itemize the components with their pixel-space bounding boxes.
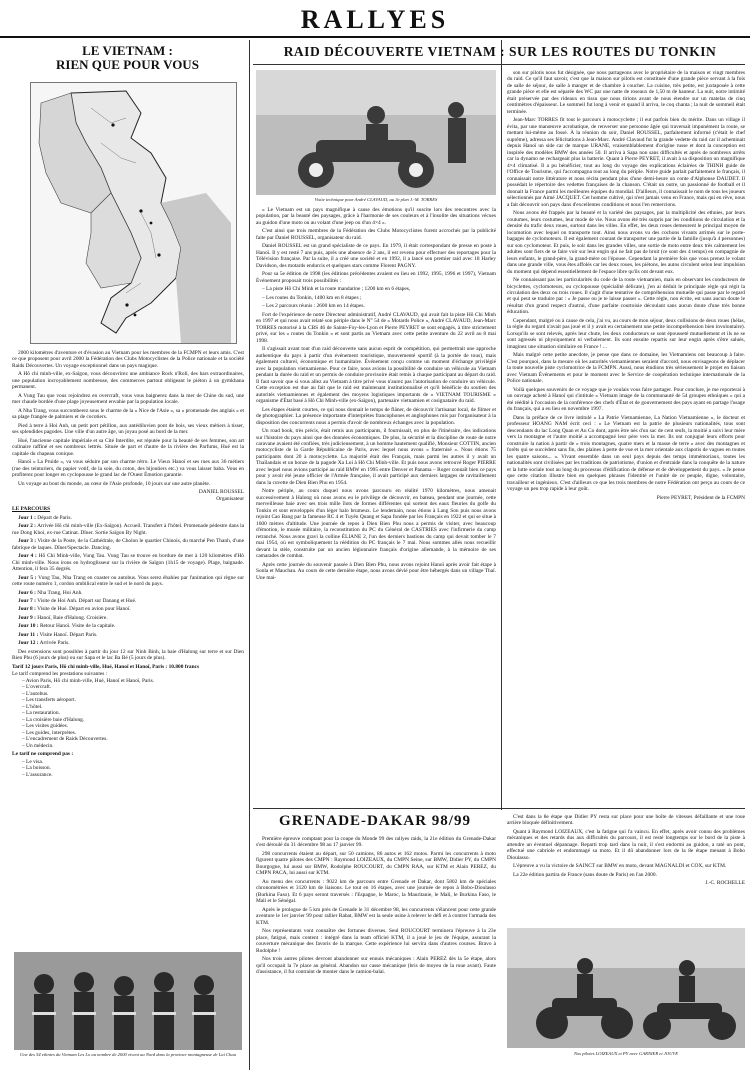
grenade-paragraph: Nos représentants vont connaître des fortunes diverses. Seul ROUCOURT terminera l'épreuve à la 23e place, fatigué, mais content : intégré dans la team officiel KTM, il a joué le jeu de l'équipe, assurant la couverture mécanique des favoris de la marque. Cette expérience lui servira dans d'autres courses. Bravo à Rodolphe ! [256,928,496,954]
excluded-title: Le tarif ne comprend pas : [12,751,74,758]
grenade-column-2-text [507,814,745,878]
day-text: Hanoï, Baie d'Halong. Croisière. [37,614,108,621]
section-divider [253,808,745,809]
itinerary-day [12,606,244,612]
body-paragraph: Hué, l'ancienne capitale impériale et sa Cité Interdite, est réputée pour la beauté de ses femmes, son art culinaire raffiné et ses nombreux lettrés. Située de part et d'autre de la rivière des Parfums, Hué est la capitale du chapeau conique. [12,437,244,457]
rally-riders-photo [507,928,745,1048]
left-signature [12,489,244,502]
day-label: Jour 11 : [18,631,39,638]
extensions-text: Des extensions sont possibles à partir du jour 12 sur Ninh Binh, la baie d'Halong sur terre et sur Dien Bien Phu (6 jours de plus) ou sur Sapa et le lac Ba Bé (5 jours de plus). [12,648,244,662]
headline-rule [253,64,745,65]
day-label: Jour 7 : [18,597,36,604]
article-paragraph: Les étapes étaient courtes, ce qui nous donnait le temps de flâner, de découvrir l'artisanat local, de filmer et de photographier. La présence importante d'interprètes francophones et anglophones mis par l'organisateur à la disposition des concurrents nous a permis d'avoir de nombreux échanges avec la population. [256,406,496,426]
day-text: Hô Chi Minh-ville, Vung Tau. Vung Tau se trouve en bordure de mer à 120 kilomètres d'Hô Chi minh-ville. Nous irons en hydroglisseur sur la rivière de Saïgon (1h15 de voyage). Plage, baignade. Attention, il fera 35 degrés. [12,553,244,573]
day-label: Jour 2 : [18,523,36,530]
price-line: Tarif 12 jours Paris, Hô chi minh-ville, Hué, Hanoï et Hanoï, Paris : 10.800 francs [12,663,200,670]
main-article-signature: Pierre PEYRET, Président de la FCMPN [656,494,745,501]
itinerary-day [12,515,244,521]
itinerary-day [12,575,244,588]
day-label: Jour 9 : [18,614,36,621]
body-paragraph: A Nha Trang, vous succomberez sous le charme de la « Nice de l'Asie », sa « promenade des anglais » et sa plage frangée de palmiers et de cocotiers. [12,407,244,421]
day-label: Jour 12 : [18,640,39,647]
ethnic-group-photo [14,952,242,1050]
included-item: – Avion Paris, Hô chi minh-ville, Hué, Hanoï et Hanoï, Paris. [22,678,244,684]
itinerary-day [12,553,244,572]
itinerary-title: LE PARCOURS [12,506,51,513]
left-title-line1: LE VIETNAM : [82,43,173,58]
rally-photo-caption: Nos pilotes LOIZEAUX et PY avec GARNIER et JOUVE [573,1051,679,1056]
ethnic-photo-caption: Une des 54 ethnies du Vietnam Les Lo au nombre de 2000 vivent au Nord dans la province montagneuse de Lai Chau [20,1052,236,1057]
article-paragraph: Mais malgré cette petite anecdote, je pense que dans ce domaine, les Vietnamiens ont beaucoup à faire. C'est pourquoi, dans la mesure où les autorités vietnamiennes seraient d'accord, nous envisageons de déplacer la toute nouvelle piste cyclomotrice de la FCMPN. Aussi, nous étudions très sérieusement le projet en liaison avec Vietnam Événements et pour le moment avec le Service de coopération technique internationale de la Police nationale. [507,352,745,385]
article-paragraph: – Les 2 parcours réunis : 2600 km en 14 étapes. [262,303,365,310]
itinerary-day [12,623,244,629]
motorcycle-photo-icon [256,70,496,195]
article-paragraph: « Le Vietnam est un pays magnifique à cause des émotions qu'il suscite lors des rencontres avec la population, par la beauté des paysages, grâce à l'harmonie de ses couleurs et à l'insolite des situations vécues au guidon d'une moto ou au volant d'une jeep ou d'un 4×4 ». [256,207,496,226]
grenade-column-2 [507,814,745,924]
excluded-item: – L'assurance. [22,772,244,778]
grenade-paragraph: Au menu des concurrents : 9022 km de parcours entre Grenade et Dakar, dont 5802 km de spéciales chronométrées et 3120 km de liaisons. Le tout en 16 étapes, avec une journée de repos à Bobo-Dioulasso (Burkina Faso). Et 6 pays seront traversés : l'Espagne, le Maroc, la Mauritanie, le Mali, le Burkina Faso, le Mali et le Sénégal. [256,878,496,905]
day-label: Jour 1 : [18,514,36,521]
included-item: – L'hôtel. [22,704,244,710]
article-paragraph: son sur pilotis nous fut désignée, que nous partageons avec le propriétaire de la maison et vingt membres du raid. Ce qu'il faut savoir, c'est que la maison sur pilotis est constituée d'une grande pièce servant à la fois de salle de séjour, de salle à manger et de chambre à coucher. La cuisine, très petite, est juxtaposée à cette grande pièce et elle est séparée des WC par une natte de roseaux de 1,50 m de hauteur. La nuit, notre intimité était préservée par des rideaux en tissu que nous tirions avant de nous étendre sur un matelas de cinq centimètres d'épaisseur. Le sommeil fut long à venir et quand il arriva, le coq chanta ; la nuit de sommeil était terminée. [507,70,745,115]
grenade-signature: J.-C. ROCHELLE [705,880,745,887]
price-intro: Le tarif comprend les prestations suivantes : [12,671,108,678]
included-item: – Les guides, interprètes. [22,730,244,736]
included-item: – La croisière baie d'Halong. [22,717,244,723]
day-text: Arrivée Paris. [39,640,70,647]
article-paragraph: Fort de l'expérience de notre Directeur administratif, André CLAVAUD, qui avait fait la piste Hô Chi Minh en 1997 et qui nous avait relaté son périple dans le N° 54 de « Motards Police », André CLAVAUD, Jean-Marc TORRES motorisé à la CBS 46 de Sainte-Foy-les-Lyon et Pierre PEYRET se sont engagés, à titre strictement privé, sur les « routes du Tonkin » et sont partis au Vietnam avec cette petite aventure du 22 avril au 8 mai 1998. [256,311,496,344]
body-paragraph: A Vung Tau que vous rejoindrez en overcraft, vous vous baignerez dans la mer de Chine du sud, une mer chaude bordée d'une plage joyeusement envahie par la population locale. [12,392,244,406]
day-label: Jour 6 : [18,589,36,596]
grenade-paragraph: Première épreuve comptant pour la coupe du Monde 99 des rallyes raids, la 21e édition du Grenade-Dakar s'est déroulé du 31 décembre 98 au 17 janvier 99. [256,836,496,849]
excluded-item: – La boisson. [22,765,244,771]
article-paragraph: Après cette journée du souvenir passée à Dien Bien Phu, nous avons rejoint Hanoï après avoir fait étape à Sonla et Mauchau. Au cours de cette dernière étape, nous avons dévié pour être hébergés dans un village Thaï. Une mai- [256,561,496,581]
main-article-column-1 [256,207,496,805]
body-paragraph: Hanoï « La Pruide », va vous séduire par son charme rétro. Le Vieux Hanoï et ses rues aux 36 métiers (rue des teinturiers, du papier votif, de la soie, du coton, des bijoutiers etc.) va vous laisser baba. Vous en profiterez pour longer en cyclopousse le grand lac de l'Ouest Émotion garantie. [12,459,244,479]
article-paragraph: Jean-Marc TORRES fit tout le parcours à motocyclette ; il eut parfois bien du mérite. Dans un village il évita, par une manœuvre acrobatique, de renverser une personne âgée qui traversait impunément la route, se mettant lui-même au fossé. À la réunion du soir, Daniel ROUSSEL, parfaitement informé (c'était le chef suprême), adressa ses félicitations à Jean-Marc. André Clavaud fut la grande vedette du raid car il acheminait depuis Hanoï un side car de marque URANE, vraisemblablement d'origine russe et dont la conception est inspirée des modèles BMW des années 50. Il arriva à Sapa non sans difficultés et après de nombreux arrêts car la dynamo ne rechargeait plus la batterie. Quant à Pierre PEYRET, il avait à sa disposition un magnifique 4×4 climatisé. Il a pu bénéficier, tout au long du voyage des explications éclairées de THINH guide de l'Office de Tourisme, qui l'accompagna tout au long du périple. Notre guide parlait parfaitement le français, il connaissait notre littérature et nous récita pendant plus d'une demi-heure un conte d'Alphonse DAUDET. Il possédait le répertoire des vedettes françaises de la chanson. C'était un outre, un passionné de football et il donnait la France parmi les meilleures équipes du mondial. D'ailleurs, il connaissait le nom de tous les joueurs sélectionnés par Aimé JACQUET. Cet homme cultivé, qui n'est jamais venu en France, mais qui en rêve, nous a fait découvrir son pays dans d'excellentes conditions et nous l'en remercions. [507,117,745,208]
photo-placeholder-icon [14,952,242,1050]
day-text: Arrivée Hô chi minh-ville (Ex-Saïgon). Accueil. Transfert à l'hôtel. Promenade pédestre dans la rue Dong Khoi, ex-rue Catinat. Dîner. Sortie Saïgon By Night. [12,523,244,536]
day-text: Vung Tau, Nha Trang en coaster ou autobus. Vous serez ébahies par l'animation qui règne sur cette route numéro 1, cordon ombilical entre le sud et le nord du pays. [12,574,244,588]
included-item: – Un médecin. [22,743,244,749]
main-article-headline: RAID DÉCOUVERTE VIETNAM : SUR LES ROUTES DU TONKIN [283,44,717,59]
left-title-line2: RIEN QUE POUR VOUS [56,57,199,73]
grenade-dakar-headline: GRENADE-DAKAR 98/99 [279,813,471,829]
included-item: – L'overcraft. [22,684,244,690]
signature-role: Organisateur [216,495,244,502]
section-title: RALLYES [300,5,450,34]
day-label: Jour 4 : [18,553,37,560]
article-paragraph: – La piste Hô Chi Minh et la route mandarine ; 1200 km en 6 étapes, [262,286,411,293]
day-text: Visite de Hué. Départ en avion pour Hanoï. [37,606,131,613]
itinerary-day [12,615,244,621]
day-text: Visite de la Poste, de la Cathédrale, de Cholon le quartier Chinois, du marché Pen Thanh, d'une fabrique de laques. Dîner/Spectacle. Dancing. [12,538,244,551]
grenade-paragraph: La 22e édition partira de France (sans doute de Paris) en l'an 2000. [513,871,657,878]
day-text: Départ de Paris. [37,514,72,521]
main-article-column-2 [507,70,745,806]
excluded-list [22,759,244,778]
grenade-paragraph: C'est dans la 8e étape que Didier PY resta sur place pour une boîte de vitesses défaillante et une roue arrière bloquée définitivement. [507,814,745,827]
itinerary-day [12,640,244,646]
article-paragraph: Voilà quelques souvenirs de ce voyage que je voulais vous faire partager. Pour conclure, je me reporterai à un ouvrage acheté à Hanoï qui s'intitule « Vietnam image de la communauté de 54 groupes ethniques » qui a été réédité à l'occasion de la conférence des chefs d'État et de gouvernement des pays ayant en partage l'usage du français, qui a eu lieu en novembre 1997. [507,386,745,413]
article-paragraph: Pour sa 5e édition de 1998 (les éditions précédentes avaient eu lieu en 1992, 1995, 1996 et 1997), Vietnam Événement proposait trois possibilités : [256,271,496,284]
day-text: Nha Trang, Hoi Anh. [37,589,83,596]
day-text: Visite Hanoï. Départ Paris. [39,631,98,638]
motorcycle-photo-caption: Visite technique pour André CLAVAUD, au 3e plan J.-M. TORRES [314,197,438,202]
article-paragraph: Ne connaissant pas les particularités du code de la route vietnamien, mais en observant les conducteurs de bicyclettes, cyclomoteurs, ou cyclopousse (spécialité délicate), j'en ai déduit le principale règle qui régit la circulation des deux ou trois roues. Il s'agit d'une tentative de compréhension mutuelle qui passe par le regard et qui peut se traduire par : « Je passe ou je te laisse passer ». Cette règle, non écrite, est sans aucun doute le résultat d'un grand respect d'autrui, d'une parfaite courtoisie découlant sans aucun doute d'une très bonne éducation. [507,277,745,316]
day-text: Retour Hanoï. Visite de la capitale. [39,623,116,630]
grenade-paragraph: Nos trois autres pilotes devront abandonner sur ennuis mécaniques : Alain PEREZ dès la 5e étape, alors qu'il occupait la 7e place au général. Abandon sur casse mécanique (bris de moyeu de la roue avant). Faute d'assistance, il fut contraint de monter dans le camion-balai. [256,956,496,976]
article-paragraph: Cependant, malgré ou à cause de cela, j'ai vu, au cours de mon séjour, deux collisions de deux roues (hélas, la règle du regard n'avait pas joué et il y avait eu certainement une petite incompréhension bien involontaire). Lorsqu'ils se sont relevés, après leur chute, les deux conducteurs se sont épousseté mutuellement et ils ne se sont agressés ni physiquement ni verbalement. Ils sont ensuite repartis sur leur engin après s'être salués, imaginez une situation similaire en France ! ... [507,317,745,350]
day-text: Visite de Hoi Anh. Départ sur Danang et Hué. [37,597,137,604]
grenade-column-1 [256,836,496,1070]
included-item: – L'encadrement de Raids Découvertes. [22,736,244,742]
rally-photo-icon [507,928,745,1048]
included-item: – Les visites guidées. [22,723,244,729]
day-label: Jour 8 : [18,606,36,613]
body-paragraph: Pied à terre à Hoi Anh, un petit port pétillon, aux antédiluvien pont de bois, ses vieux métiers à tisser, ses splendides pagodes. Une ville d'un autre âge, un joyau posé au bord de la mer. [12,422,244,436]
grenade-paragraph: Quant à Raymond LOIZEAUX, c'est la fatigue qui l'a vaincu. En effet, après avoir connu des problèmes mécaniques et des retards dus aux difficultés du parcours, il est resté longtemps sur le bord de la piste à attendre un éventuel dépannage. Reparti trop tard dans la nuit, il s'est endormi au guidon, a raté un pont, effectué une cabriole et endommagé sa moto. Et il dû abandonner lors de la 8e étape menant à Bobo Dioulasso. [507,828,745,861]
article-paragraph: Il s'agissait avant tout d'un raid découverte sans aucun esprit de compétition, qui permettrait une approche authentique du pays à partir d'un événement touristique, mouvementé sportif (à la portée de tous), mais également culturel, économique et humanitaire. Événement conçu comme un moment d'échange privilégié avec la population vietnamienne. Pour ce faire, nous avions la possibilité de conduire un véhicule au Vietnam pendant la durée du raid et un permis de conduire provisoire était remis à chaque participant au départ du raid. Il faut savoir que si vous allez au Vietnam à titre privé vous n'aurez pas l'autorisation de conduire un véhicule. Cette exception est due au fait que le raid est maintenant institutionnalisé et qu'il bénéficie du soutien des autorités vietnamiennes et également des moyens logistiques importants de « VIETNAM TOURISME » organisme d'État basé à Hô Chi Minh-ville (ex-Saïgon), partenaire vietnamien et cosignataire du raid. [256,346,496,405]
itinerary-day [12,523,244,536]
grenade-paragraph: Après le prologue de 5 km près de Grenade le 31 décembre 98, les concurrents s'élancent pour cette grande aventure le 1er janvier 99 pour rallier Rabat, BMW est la seule usine à relever le défi et à contrer l'armada des KTM. [256,906,496,926]
article-paragraph: Un road book, très précis, était remis aux participants, il fournissait, en plus de l'itinéraire, des indications sur l'histoire du pays ainsi que des données économiques. De plus, la sécurité et la discipline de route de notre caravane avaient été confiées, très judicieusement, à un homme hautement qualifié, Monsieur COTTIN, ancien motocycliste de la Garde Républicaine de Paris, avec lequel nous avons « fraternisé ». Nous étions 75 participants dont 20 à motocyclette. La majorité était des Français, mais parmi les autres il y avait un Thaïlandais et un bonze de la pagode Xa Loi à Hô Chi Minh-ville. Et puis nous avons retrouvé Roger PIERRE avec lequel nous avions participé au raid BMW en 1995 entre Denver et Panama – Roger connaît bien ce pays pour y avoir été jeune officier de l'Armée française, il avait participé aux derniers largages de ravitaillement dans la cuvette de Dien Bien Phu en 1954. [256,428,496,486]
motorcycle-photo [256,70,496,195]
included-item: – La restauration. [22,710,244,716]
itinerary-day [12,598,244,604]
column-rule [249,40,250,1070]
itinerary-day [12,538,244,551]
included-item: – L'autobus. [22,691,244,697]
article-paragraph: C'est ainsi que trois membres de la Fédération des Clubs Motocyclistes furent accrochés par la publicité faite par Daniel ROUSSEL, organisateur du raid. [256,228,496,241]
intro-paragraph: 2000 kilomètres d'aventure et d'évasion au Vietnam pour les membres de la FCMPN et leurs amis. C'est ce que proposent pour avril 2000 la Fédération des Clubs Motocyclistes de la Police nationale et la société Raids Découvertes. Un voyage exceptionnel dans un pays magique. [12,350,244,369]
article-paragraph: Nous avons été frappés par la beauté et la variété des paysages, par la multiplicité des ethnies, par leurs coutumes, leurs costumes, leur mode de vie. Nous avons été très surpris par les conditions de circulation et la densité du trafic deux roues, surtout dans les villes. En effet, les deux roues demeurent le principal moyen de locomotion avec lequel on transporte tout. Ainsi nous avons vu des cochons vivants arrimés sur le porte-bagages de cyclomoteurs. Il est également courant de transporter une partie de la famille (jusqu'à 4 personnes) sur son cyclomoteur. Et puis, le soir dans les grandes villes, une sortie de moto entre deux très calmement les adultes sont fiers de se faire voir sur leur engin qui ne fait pas de bruit (ce sont des 4 temps) en compagnie de leurs enfants, le grand-père, la grand-mère ou l'épouse. Cependant la première fois que vous prenez le volant dans une grande ville, vous êtes affolés car les deux roues, les piétons, les autos circulent selon leur impulsion du moment qui dépend essentiellement de l'espace libre qu'ils ont devant eux. [507,210,745,275]
article-paragraph: Daniel ROUSSEL est un grand spécialiste de ce pays. En 1979, il était correspondant de presse en poste à Hanoï. Il y est resté 7 ans puis, après une absence de 2 ans, il est revenu pour effectuer des reportages pour la Télévision française. Par la suite, il a créé une société et en 1992, il a lancé son premier raid avec 18 Harley Davidson, des motards endurcis et quelques stars comme Florent PAGNY. [256,243,496,269]
itinerary-day [12,590,244,596]
grenade-paragraph: 298 concurrents étaient au départ, sur 50 camions, 86 autos et 162 motos. Parmi les concurrents à moto figurent quatre pilotes des CMPN : Raymond LOIZEAUX, du CMPN Seine, sur BMW, Didier PY, du CMPN Bourgogne, lui aussi sur BMW, Rodolphe ROUCOURT, du CMPN RAA, sur KTM et Alain PEREZ, du CMPN PACA, lui aussi sur KTM. [256,850,496,877]
column-rule [501,40,502,810]
vietnam-map-figure [30,82,237,344]
grenade-paragraph: L'épreuve a vu la victoire de SAINCT sur BMW en moto, devant MAGNALDI et COX, sur KTM. [513,863,727,870]
itinerary-list [12,515,244,647]
vietnam-map-icon [31,83,236,343]
article-paragraph: – Les routes du Tonkin, 1400 km en 8 étapes ; [262,294,362,301]
itinerary-day [12,632,244,638]
article-paragraph: Notre périple, au cours duquel nous avons parcouru en réalité 1970 kilomètres, nous amenait successivement à Halong où nous avons eu le privilège de découvrir, en bateau, pendant une journée, cette merveilleuse baie avec ses trois mille îlots de formes différentes qui sortent des eaux fleuries du golfe du Tonkin et sont enveloppés d'un léger halo brumeux. Le lendemain, nous étions à Lang Son puis nous avons rejoint Cao Bang par la fameuse RC 4 et Tuyên Quang et Sapa fondée par les Français en 1922 et qui se situe à 1600 mètres d'altitude. Une journée de repos à Dien Bien Phu nous a permis de visiter, avec beaucoup d'émotion, le musée militaire, la reconstitution du PC du Général de CASTRIES avec l'infirmerie du camp retranché. Nous avons gravi la colline ÉLIANE 2, l'un des derniers bastions du camp qui devait tomber le 7 mai 1954, où est symboliquement la réédition du PC français le 7 mai. Nous sommes allés nous recueillir devant la stèle, construite par un ancien légionnaire français d'origine allemande, à la mémoire de ses camarades de combat. [256,488,496,560]
included-item: – Les transferts aéroport. [22,697,244,703]
day-label: Jour 10 : [18,623,39,630]
excluded-item: – Le visa. [22,759,244,765]
signature-name: DANIEL ROUSSEL [198,489,244,496]
body-paragraph: A Hô chi minh-ville, ex-Saïgon, vous découvrirez une ambiance Rock n'Roll, des bars extraordinaires, une population incroyablement nombreuse, des commerces partout obligeant le piéton à un gymkhana permanent. [12,371,244,391]
left-article-headline [10,44,245,73]
article-paragraph: Dans la préface de ce livre intitulé « La Patrie Vietnamienne, La Nation Vietnamienne », le docteur et professeur HOANG NAM écrit ceci : « Le Vietnam est la patrie de plusieurs nationalités, tous sont descendants du lac Long Quan et Au Co dont, après être nés d'un sac de cent œufs, la moitié a suivi leur mère vers la montagne et l'autre moitié a accompagné leur père vers la mer. Ils ont conjugué leurs efforts pour construire la nation à partir de « trois montagnes, quatre mers et la masse de terre » avec des montagnes et forêts qui se succèdent sans fin, des plaines à perte de vue et la mer orientale aux clapotis de vagues en toutes les quatre saisons... ». Vivant ensemble dans un seul pays depuis des temps immémoriaux, toutes les nationalités sont civilisées par les traditions de patriotisme, d'union et d'entraide dans la conquête de la nature et la lutte sociale tout au long du processus d'édification de défense et de développement du pays. « Je pense que cette citation illustre bien en quelques phrases l'identité et l'unité de ce peuple, digne, volontaire, travailleur et ingénieux. C'est d'ailleurs ce que les trois membres de notre Fédération ont perçu au cours de ce voyage un peu trop rapide à leur goût. [507,414,745,493]
day-label: Jour 3 : [18,538,37,545]
section-header [0,0,750,38]
included-list [22,678,244,749]
day-label: Jour 5 : [18,574,37,581]
body-paragraph: Un voyage au bout du monde, au cœur de l'Asie profonde, 10 jours sur une autre planète. [18,480,211,487]
